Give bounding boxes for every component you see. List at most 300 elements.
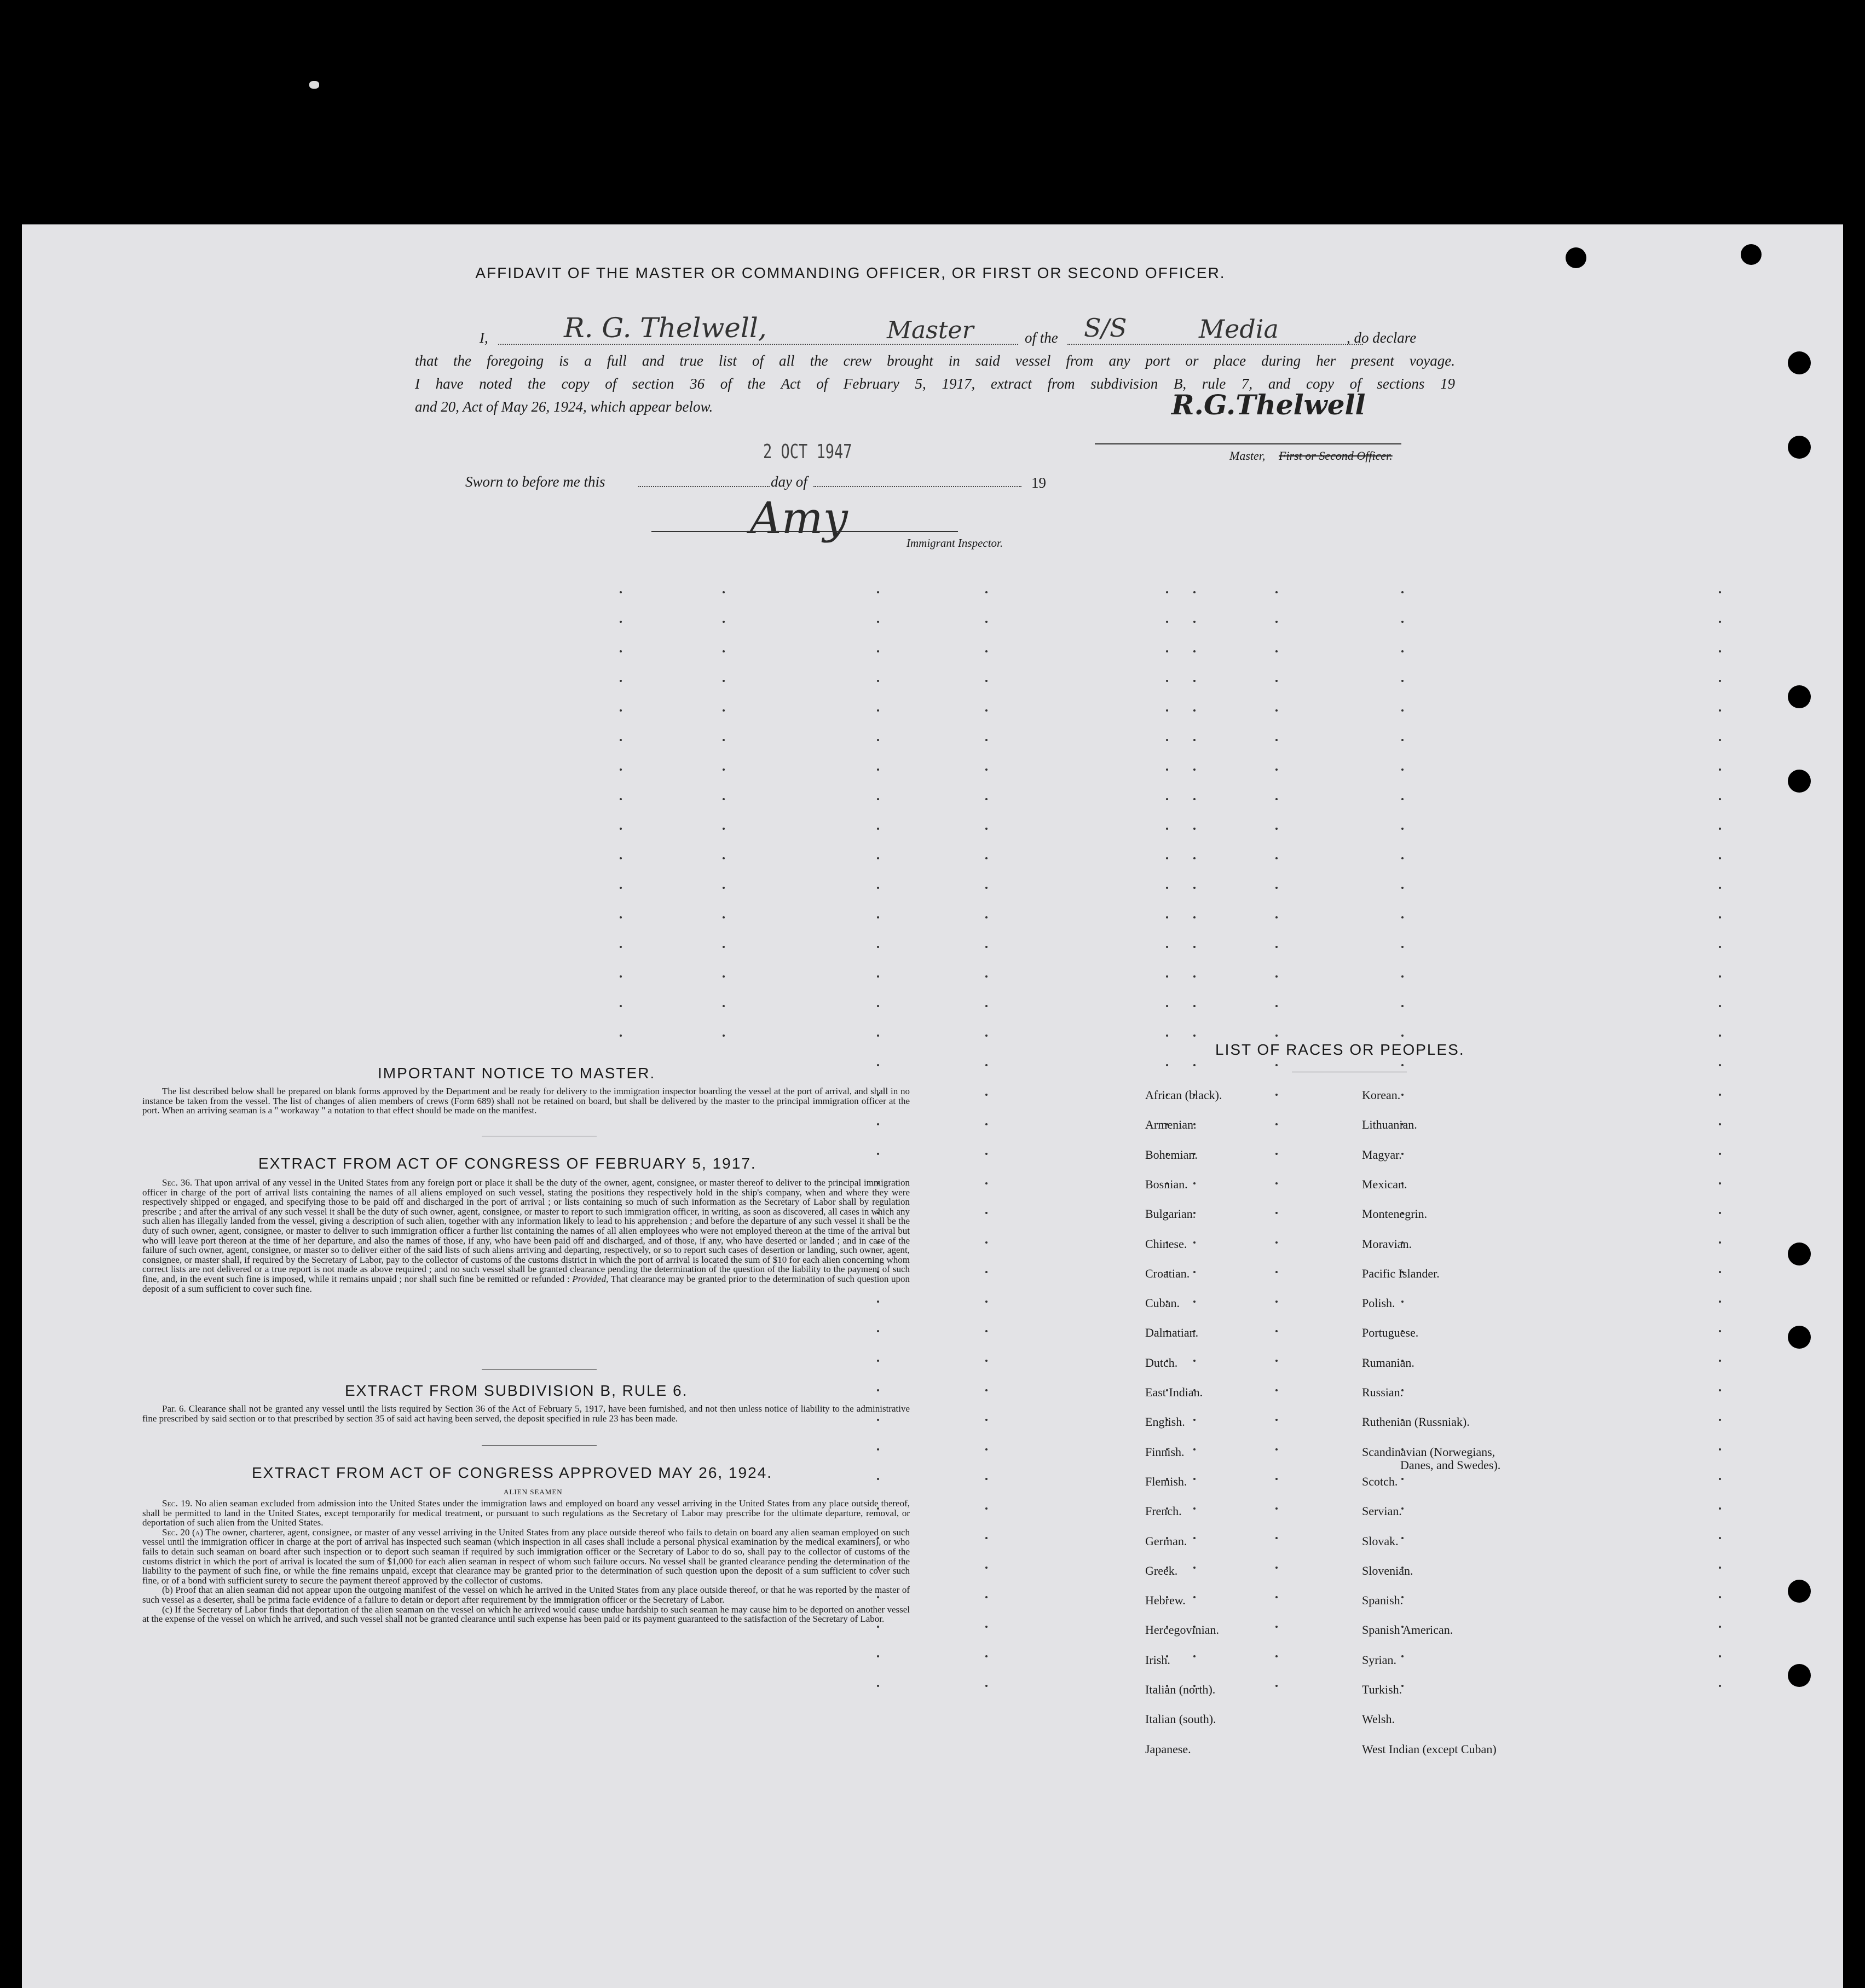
guide-dot (1401, 768, 1404, 771)
guide-dot (1401, 798, 1404, 800)
guide-dot (1275, 1005, 1278, 1007)
inspector-line (651, 531, 958, 532)
guide-dot (1719, 1626, 1721, 1628)
guide-dot (620, 709, 622, 712)
guide-dot (1275, 1389, 1278, 1391)
guide-dot (1719, 857, 1721, 859)
guide-dot (877, 1389, 879, 1391)
guide-dot (985, 1123, 988, 1125)
subdivision-title: EXTRACT FROM SUBDIVISION B, RULE 6. (345, 1382, 688, 1399)
guide-dot (1401, 650, 1404, 652)
sec-19-text: No alien seaman excluded from admission into the United States under the immigration laws and employed on board any vessel arriving in the United States from any place outside thereof, shall be permitted to land in the United States, except temporarily for medical treatment, or pursuant to such regulations as the Secretary of Labor may prescribe for the ultimate departure, removal, or deportation of such alien from the United States. (142, 1498, 910, 1528)
guide-dot (620, 946, 622, 948)
guide-dot (1719, 946, 1721, 948)
race-item: Montenegrin. (1362, 1207, 1428, 1221)
notice-body (142, 1087, 910, 1116)
guide-dot (985, 1596, 988, 1598)
race-item: Cuban. (1145, 1296, 1180, 1310)
race-item: Chinese. (1145, 1236, 1187, 1251)
guide-dot (1275, 591, 1278, 593)
guide-dot (985, 1478, 988, 1480)
do-declare-label: , do declare (1347, 330, 1417, 346)
guide-dot (985, 887, 988, 889)
guide-dot (877, 1685, 879, 1687)
guide-dot (1275, 1507, 1278, 1510)
guide-dot (985, 1567, 988, 1569)
guide-dot (1275, 1596, 1278, 1598)
race-item: French. (1145, 1504, 1182, 1518)
guide-dot (1719, 1685, 1721, 1687)
guide-dot (1719, 1389, 1721, 1391)
guide-dot (985, 916, 988, 918)
guide-dot (1275, 916, 1278, 918)
notice-title: IMPORTANT NOTICE TO MASTER. (378, 1065, 656, 1082)
guide-dot (1401, 946, 1404, 948)
of-the-label: of the (1025, 330, 1058, 346)
guide-dot (1275, 1537, 1278, 1539)
race-item: Rumanian. (1362, 1355, 1414, 1369)
guide-dot (985, 1389, 988, 1391)
guide-dot (1275, 1567, 1278, 1569)
guide-dot (1401, 680, 1404, 682)
guide-dot (1275, 1064, 1278, 1066)
race-item: Flemish. (1145, 1474, 1187, 1488)
race-item: Lithuanian. (1362, 1118, 1417, 1132)
guide-dot (1401, 621, 1404, 623)
guide-dot (1166, 946, 1168, 948)
guide-dot (1401, 887, 1404, 889)
guide-dot (1401, 916, 1404, 918)
sworn-month-line (813, 486, 1021, 487)
guide-dot (877, 739, 879, 741)
guide-dot (985, 739, 988, 741)
guide-dot (877, 650, 879, 652)
guide-dot (1275, 621, 1278, 623)
guide-dot (1193, 1360, 1196, 1362)
guide-dot (620, 916, 622, 918)
race-item: Polish. (1362, 1296, 1395, 1310)
race-item: Armenian. (1145, 1118, 1197, 1132)
par-6-label: Par. 6. (162, 1403, 186, 1414)
guide-dot (985, 1330, 988, 1332)
affidavit-i-label: I, (480, 330, 488, 346)
divider (482, 1445, 597, 1446)
race-item: Hercegovinian. (1145, 1623, 1219, 1637)
guide-dot (985, 975, 988, 978)
guide-dot (1719, 1035, 1721, 1037)
guide-dot (620, 680, 622, 682)
guide-dot (1193, 1005, 1196, 1007)
guide-dot (620, 857, 622, 859)
guide-dot (1193, 828, 1196, 830)
guide-dot (1193, 916, 1196, 918)
guide-dot (1719, 1478, 1721, 1480)
race-item: Korean. (1362, 1088, 1401, 1102)
guide-dot (1275, 946, 1278, 948)
affidavit-title: AFFIDAVIT OF THE MASTER OR COMMANDING OFFICER, OR FIRST OR SECOND OFFICER. (475, 264, 1226, 281)
race-item: Mexican. (1362, 1177, 1407, 1191)
race-item: Magyar. (1362, 1147, 1402, 1161)
guide-dot (1401, 1655, 1404, 1657)
guide-dot (723, 828, 725, 830)
sec-19-label: Sec. 19. (162, 1498, 193, 1509)
guide-dot (1166, 1005, 1168, 1007)
guide-dot (1719, 1153, 1721, 1155)
guide-dot (877, 1153, 879, 1155)
guide-dot (877, 680, 879, 682)
guide-dot (1275, 1182, 1278, 1184)
race-item: Bulgarian. (1145, 1207, 1196, 1221)
race-item: Welsh. (1362, 1712, 1395, 1726)
guide-dot (1166, 680, 1168, 682)
binder-hole (1788, 1664, 1811, 1687)
guide-dot (1719, 1182, 1721, 1184)
guide-dot (1193, 1301, 1196, 1303)
guide-dot (1275, 650, 1278, 652)
struck-officer-label: First or Second Officer. (1279, 449, 1393, 463)
sec-36-label: Sec. 36. (162, 1177, 193, 1188)
guide-dot (985, 857, 988, 859)
sec-20a-text: The owner, charterer, agent, consignee, or master of any vessel arriving in the United States from any place outside thereof who fails to detain on board any alien seaman employed on such vessel until the immigration officer in charge at the port of arrival has inspected such seaman (which inspection in all cases shall include a personal physical examination by the medical examiners), or who fails to detain such seaman on board after such inspection or to deport such seaman if required by such immigration officer or the Secretary of Labor to do so, shall pay to the collector of customs of the customs district in which the port of arrival is located the sum of $1,000 for each alien seaman in respect of whom such failure occurs. No vessel shall be granted clearance pending the determination of the liability to the payment of such fine, or while the fine remains unpaid, except that clearance may be granted prior to the determination of such question upon the deposit of a sum sufficient to cover such fine, or of a bond with sufficient surety to secure the payment thereof approved by the collector of customs. (142, 1527, 910, 1586)
guide-dot (1275, 798, 1278, 800)
provided-word: Provided, (572, 1273, 609, 1284)
guide-dot (1275, 1301, 1278, 1303)
race-item: Turkish. (1362, 1683, 1402, 1696)
guide-dot (985, 798, 988, 800)
race-item: Syrian. (1362, 1652, 1396, 1667)
guide-dot (985, 1685, 988, 1687)
guide-dot (1275, 1626, 1278, 1628)
guide-dot (1275, 857, 1278, 859)
guide-dot (985, 1212, 988, 1214)
guide-dot (985, 1241, 988, 1244)
guide-dot (620, 739, 622, 741)
guide-dot (723, 680, 725, 682)
guide-dot (877, 1301, 879, 1303)
guide-dot (877, 975, 879, 978)
binder-hole (1788, 1242, 1811, 1265)
guide-dot (620, 887, 622, 889)
guide-dot (1275, 1360, 1278, 1362)
guide-dot (1193, 1596, 1196, 1598)
guide-dot (1401, 709, 1404, 712)
guide-dot (877, 621, 879, 623)
sec-20c (142, 1605, 910, 1624)
guide-dot (1401, 739, 1404, 741)
guide-dot (985, 1094, 988, 1096)
guide-dot (1193, 621, 1196, 623)
vessel-line (1067, 344, 1363, 345)
guide-dot (620, 650, 622, 652)
sec-20c-label: (c) (162, 1604, 172, 1615)
race-item: English. (1145, 1415, 1185, 1429)
guide-dot (1719, 1301, 1721, 1303)
guide-dot (1275, 1419, 1278, 1421)
binder-hole (1788, 1580, 1811, 1603)
binder-hole (1741, 244, 1762, 265)
inspector-label: Immigrant Inspector. (906, 536, 1003, 550)
race-item: Servian. (1362, 1504, 1402, 1518)
guide-dot (1719, 768, 1721, 771)
guide-dot (1401, 1478, 1404, 1480)
guide-dot (1166, 1035, 1168, 1037)
affidavit-line-3: I have noted the copy of section 36 of the Act of February 5, 1917, extract from subdivision B, rule 7, and copy of sections 19 (415, 375, 1455, 392)
binder-hole (1788, 770, 1811, 793)
master-signature: R.G.Thelwell (1171, 389, 1366, 421)
race-item: Danes, and Swedes). (1400, 1458, 1501, 1472)
guide-dot (877, 1064, 879, 1066)
guide-dot (1166, 709, 1168, 712)
guide-dot (1193, 709, 1196, 712)
guide-dot (1275, 709, 1278, 712)
extract-1917-text (142, 1178, 910, 1293)
guide-dot (877, 1005, 879, 1007)
guide-dot (985, 1271, 988, 1273)
guide-dot (985, 1419, 988, 1421)
guide-dot (1401, 1537, 1404, 1539)
guide-dot (1275, 680, 1278, 682)
guide-dot (1166, 828, 1168, 830)
year-prefix: 19 (1031, 475, 1046, 491)
race-item: Ruthenian (Russniak). (1362, 1415, 1470, 1429)
guide-dot (985, 1655, 988, 1657)
guide-dot (985, 591, 988, 593)
guide-dot (1166, 768, 1168, 771)
guide-dot (1275, 1212, 1278, 1214)
guide-dot (1401, 975, 1404, 978)
guide-dot (1719, 650, 1721, 652)
guide-dot (1719, 887, 1721, 889)
guide-dot (1193, 1419, 1196, 1421)
scan-speck (309, 81, 319, 89)
guide-dot (1166, 887, 1168, 889)
guide-dot (1719, 975, 1721, 978)
sec-20c-text: If the Secretary of Labor finds that deportation of the alien seaman on the vessel on which he arrived would cause undue hardship to such seaman he may cause him to be deported on another vessel at the expense of the vessel on which he arrived, and such vessel shall not be granted clearance until such expense has been paid or its payment guaranteed to the satisfaction of the Secretary of Labor. (142, 1604, 910, 1625)
guide-dot (1166, 916, 1168, 918)
guide-dot (1193, 1655, 1196, 1657)
document-page (22, 224, 1843, 1988)
par-6-text: Clearance shall not be granted any vessel until the lists required by Section 36 of the Act of February 5, 1917, have been furnished, and not then unless notice of liability to the administrative fine prescribed by said section or to that prescribed by section 35 of said act having been served, the deposit specified in rule 23 has been made. (142, 1403, 910, 1424)
guide-dot (1719, 1123, 1721, 1125)
master-name-handwritten: R. G. Thelwell, (564, 312, 767, 344)
sworn-day-line (638, 486, 770, 487)
guide-dot (877, 1478, 879, 1480)
guide-dot (877, 709, 879, 712)
guide-dot (985, 1301, 988, 1303)
guide-dot (620, 798, 622, 800)
guide-dot (1719, 1064, 1721, 1066)
guide-dot (1275, 1448, 1278, 1450)
inspector-signature: Amy (750, 493, 848, 544)
guide-dot (877, 798, 879, 800)
subdivision-text (142, 1404, 910, 1423)
guide-dot (1719, 1448, 1721, 1450)
guide-dot (1719, 1537, 1721, 1539)
guide-dot (1193, 798, 1196, 800)
race-item: German. (1145, 1534, 1187, 1548)
affidavit-line-4: and 20, Act of May 26, 1924, which appear below. (415, 398, 713, 415)
guide-dot (1275, 768, 1278, 771)
guide-dot (877, 1360, 879, 1362)
guide-dot (1719, 1241, 1721, 1244)
guide-dot (1193, 1537, 1196, 1539)
guide-dot (985, 1064, 988, 1066)
guide-dot (620, 1035, 622, 1037)
extract-1924-body (142, 1499, 910, 1624)
guide-dot (1193, 680, 1196, 682)
guide-dot (723, 768, 725, 771)
guide-dot (985, 621, 988, 623)
guide-dot (1719, 1655, 1721, 1657)
guide-dot (1166, 857, 1168, 859)
guide-dot (1719, 1005, 1721, 1007)
guide-dot (1193, 768, 1196, 771)
guide-dot (1719, 1330, 1721, 1332)
guide-dot (1401, 1035, 1404, 1037)
guide-dot (1166, 975, 1168, 978)
guide-dot (1401, 1005, 1404, 1007)
binder-hole (1788, 436, 1811, 459)
race-item: Dutch. (1145, 1355, 1178, 1369)
sworn-label: Sworn to before me this (465, 473, 605, 490)
race-item: Irish. (1145, 1652, 1170, 1667)
guide-dot (985, 650, 988, 652)
race-item: Japanese. (1145, 1742, 1191, 1756)
guide-dot (1275, 828, 1278, 830)
sec-20b-label: (b) (162, 1585, 173, 1596)
guide-dot (723, 650, 725, 652)
race-item: Russian. (1362, 1385, 1404, 1399)
guide-dot (620, 621, 622, 623)
guide-dot (1719, 828, 1721, 830)
sec-20b (142, 1585, 910, 1604)
race-item: Hebrew. (1145, 1593, 1186, 1608)
guide-dot (1401, 1301, 1404, 1303)
guide-dot (1193, 857, 1196, 859)
guide-dot (1275, 1685, 1278, 1687)
guide-dot (877, 768, 879, 771)
guide-dot (1193, 1064, 1196, 1066)
binder-hole (1788, 685, 1811, 708)
extract-1917-title: EXTRACT FROM ACT OF CONGRESS OF FEBRUARY 5, 1917. (258, 1155, 757, 1172)
guide-dot (1719, 1360, 1721, 1362)
position-handwritten: Master (887, 316, 974, 344)
guide-dot (1275, 1153, 1278, 1155)
guide-dot (1401, 1064, 1404, 1066)
binder-hole (1788, 1326, 1811, 1349)
race-item: Bosnian. (1145, 1177, 1188, 1191)
guide-dot (1719, 798, 1721, 800)
guide-dot (877, 1448, 879, 1450)
guide-dot (1193, 1478, 1196, 1480)
guide-dot (1193, 1182, 1196, 1184)
signature-line (1095, 443, 1401, 444)
race-item: African (black). (1145, 1088, 1222, 1102)
guide-dot (1166, 591, 1168, 593)
guide-dot (1193, 1567, 1196, 1569)
guide-dot (985, 1182, 988, 1184)
notice-text: The list described below shall be prepared on blank forms approved by the Department and be ready for delivery to the immigration inspector boarding the vessel at the port of arrival, and shall in no instance be taken from the vessel. The list of changes of alien members of crews (Form 689) shall not be retained on board, but shall be delivered by the master to the principal immigration officer at the port. When an arriving seaman is a " workaway " a notation to that effect should be made on the manifest. (142, 1086, 910, 1116)
day-of-label: day of (771, 473, 807, 490)
race-item: Spanish American. (1362, 1623, 1453, 1637)
guide-dot (723, 857, 725, 859)
guide-dot (1193, 1271, 1196, 1273)
race-item: Pacific Islander. (1362, 1266, 1440, 1280)
guide-dot (1166, 1064, 1168, 1066)
guide-dot (1719, 916, 1721, 918)
sec-36-tail: That clearance may be granted prior to the determination of such question upon deposit of a sum sufficient to cover such fine. (142, 1273, 910, 1294)
guide-dot (1401, 828, 1404, 830)
guide-dot (723, 798, 725, 800)
guide-dot (620, 1005, 622, 1007)
race-item: East Indian. (1145, 1385, 1203, 1399)
race-item: Scandinavian (Norwegians, (1362, 1444, 1496, 1459)
guide-dot (985, 946, 988, 948)
master-label: Master, (1229, 449, 1266, 463)
guide-dot (1719, 1507, 1721, 1510)
guide-dot (985, 1360, 988, 1362)
guide-dot (1719, 1094, 1721, 1096)
guide-dot (723, 621, 725, 623)
guide-dot (985, 1507, 988, 1510)
guide-dot (877, 591, 879, 593)
guide-dot (985, 1448, 988, 1450)
guide-dot (877, 1123, 879, 1125)
guide-dot (985, 1153, 988, 1155)
guide-dot (1275, 1655, 1278, 1657)
guide-dot (1275, 1123, 1278, 1125)
guide-dot (985, 828, 988, 830)
race-item: Croatian. (1145, 1266, 1190, 1280)
guide-dot (1275, 1478, 1278, 1480)
guide-dot (985, 768, 988, 771)
race-item: Italian (south). (1145, 1712, 1216, 1726)
race-item: Bohemian. (1145, 1147, 1198, 1161)
guide-dot (1719, 1596, 1721, 1598)
guide-dot (877, 916, 879, 918)
guide-dot (1719, 591, 1721, 593)
guide-dot (1193, 1448, 1196, 1450)
extract-1924-title: EXTRACT FROM ACT OF CONGRESS APPROVED MAY 26, 1924. (252, 1464, 773, 1481)
guide-dot (1719, 1419, 1721, 1421)
guide-dot (877, 946, 879, 948)
vessel-prefix-handwritten: S/S (1084, 313, 1127, 343)
guide-dot (985, 709, 988, 712)
guide-dot (1401, 591, 1404, 593)
guide-dot (1719, 680, 1721, 682)
guide-dot (1275, 739, 1278, 741)
race-item: West Indian (except Cuban) (1362, 1742, 1497, 1756)
sec-36-text: That upon arrival of any vessel in the United States from any foreign port or place it shall be the duty of the owner, agent, consignee, or master thereof to deliver to the principal immigration officer in charge of the port of arrival lists containing the names of all aliens employed on such vessel, stating the positions they respectively hold in the ship's company, when and where they were respectively shipped or engaged, and specifying those to be paid off and discharged in the port of arrival ; or lists containing so much of such information as the Secretary of Labor shall by regulation prescribe ; and after the arrival of any such vessel it shall be the duty of such owner, agent, consignee, or master to report to such immigration officer, in writing, as soon as discovered, all cases in which any such alien has illegally landed from the vessel, giving a description of such alien, together with any information likely to lead to his apprehension ; and before the departure of any such vessel it shall be the duty of such owner, agent, consignee, or master to deliver to such immigration officer a further list containing the names of all alien employees who were not employed thereon at the time of the arrival but who will leave port thereon at the time of her departure, and also the names of those, if any, who have been paid off and discharged, and of those, if any, who have deserted or landed ; and in case of the failure of such owner, agent, consignee, or master so to deliver either of the said lists of such aliens arriving and departing, respectively, or so to report such cases of desertion or landing, such owner, agent, consignee, or master shall, if required by the Secretary of Labor, pay to the collector of customs of the customs district in which the port of arrival is located the sum of $10 for each alien concerning whom correct lists are not delivered or a true report is not made as above required ; and no such vessel shall be granted clearance pending the determination of the question of the liability to the payment of such fine, and, in the event such fine is imposed, while it remains unpaid ; nor shall such fine be remitted or refunded : (142, 1177, 910, 1284)
guide-dot (723, 709, 725, 712)
guide-dot (1275, 1330, 1278, 1332)
guide-dot (723, 739, 725, 741)
guide-dot (1193, 887, 1196, 889)
guide-dot (1719, 1212, 1721, 1214)
guide-dot (723, 1035, 725, 1037)
guide-dot (723, 1005, 725, 1007)
guide-dot (877, 1655, 879, 1657)
guide-dot (1275, 975, 1278, 978)
sec-19 (142, 1499, 910, 1528)
divider (482, 1369, 597, 1370)
race-item: Portuguese. (1362, 1326, 1419, 1340)
guide-dot (1193, 1241, 1196, 1244)
guide-dot (1193, 946, 1196, 948)
sec-20b-text: Proof that an alien seaman did not appear upon the outgoing manifest of the vessel on which he arrived in the United States from any place outside thereof, or that he was reported by the master of such vessel as a deserter, shall be prima facie evidence of a failure to detain or deport after requirement by the immigration officer or the Secretary of Labor. (142, 1585, 910, 1605)
guide-dot (1401, 1094, 1404, 1096)
guide-dot (620, 591, 622, 593)
